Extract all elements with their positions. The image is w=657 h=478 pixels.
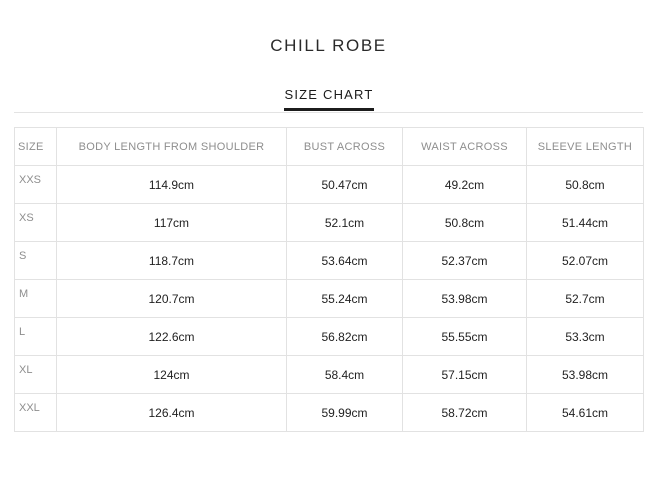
size-label: XL	[15, 356, 57, 394]
waist-across-value: 55.55cm	[403, 318, 527, 356]
bust-across-value: 55.24cm	[287, 280, 403, 318]
waist-across-value: 57.15cm	[403, 356, 527, 394]
size-label: XXS	[15, 166, 57, 204]
sleeve-length-value: 54.61cm	[527, 394, 644, 432]
bust-across-value: 58.4cm	[287, 356, 403, 394]
waist-across-value: 49.2cm	[403, 166, 527, 204]
body-length-value: 117cm	[57, 204, 287, 242]
size-label: L	[15, 318, 57, 356]
body-length-value: 120.7cm	[57, 280, 287, 318]
bust-across-value: 50.47cm	[287, 166, 403, 204]
bust-across-value: 56.82cm	[287, 318, 403, 356]
tab-divider	[14, 112, 643, 113]
product-title: CHILL ROBE	[270, 36, 387, 55]
tab-size-chart[interactable]: SIZE CHART	[284, 87, 374, 111]
body-length-value: 126.4cm	[57, 394, 287, 432]
size-label: S	[15, 242, 57, 280]
sleeve-length-value: 51.44cm	[527, 204, 644, 242]
column-header-waist-across: WAIST ACROSS	[403, 128, 527, 166]
waist-across-value: 58.72cm	[403, 394, 527, 432]
table-row	[15, 394, 644, 432]
column-header-body-length: BODY LENGTH FROM SHOULDER	[57, 128, 287, 166]
body-length-value: 122.6cm	[57, 318, 287, 356]
sleeve-length-value: 52.07cm	[527, 242, 644, 280]
sleeve-length-value: 53.3cm	[527, 318, 644, 356]
table-header-row	[15, 128, 644, 166]
sleeve-length-value: 53.98cm	[527, 356, 644, 394]
table-row	[15, 356, 644, 394]
bust-across-value: 52.1cm	[287, 204, 403, 242]
table-row	[15, 166, 644, 204]
body-length-value: 114.9cm	[57, 166, 287, 204]
column-header-bust-across: BUST ACROSS	[287, 128, 403, 166]
sleeve-length-value: 50.8cm	[527, 166, 644, 204]
waist-across-value: 52.37cm	[403, 242, 527, 280]
bust-across-value: 53.64cm	[287, 242, 403, 280]
waist-across-value: 50.8cm	[403, 204, 527, 242]
table-row	[15, 204, 644, 242]
table-row	[15, 280, 644, 318]
table-row	[15, 242, 644, 280]
table-row	[15, 318, 644, 356]
size-label: XS	[15, 204, 57, 242]
column-header-size: SIZE	[15, 128, 57, 166]
bust-across-value: 59.99cm	[287, 394, 403, 432]
size-label: M	[15, 280, 57, 318]
waist-across-value: 53.98cm	[403, 280, 527, 318]
body-length-value: 118.7cm	[57, 242, 287, 280]
body-length-value: 124cm	[57, 356, 287, 394]
size-chart-table	[14, 127, 644, 432]
column-header-sleeve-length: SLEEVE LENGTH	[527, 128, 644, 166]
sleeve-length-value: 52.7cm	[527, 280, 644, 318]
size-label: XXL	[15, 394, 57, 432]
